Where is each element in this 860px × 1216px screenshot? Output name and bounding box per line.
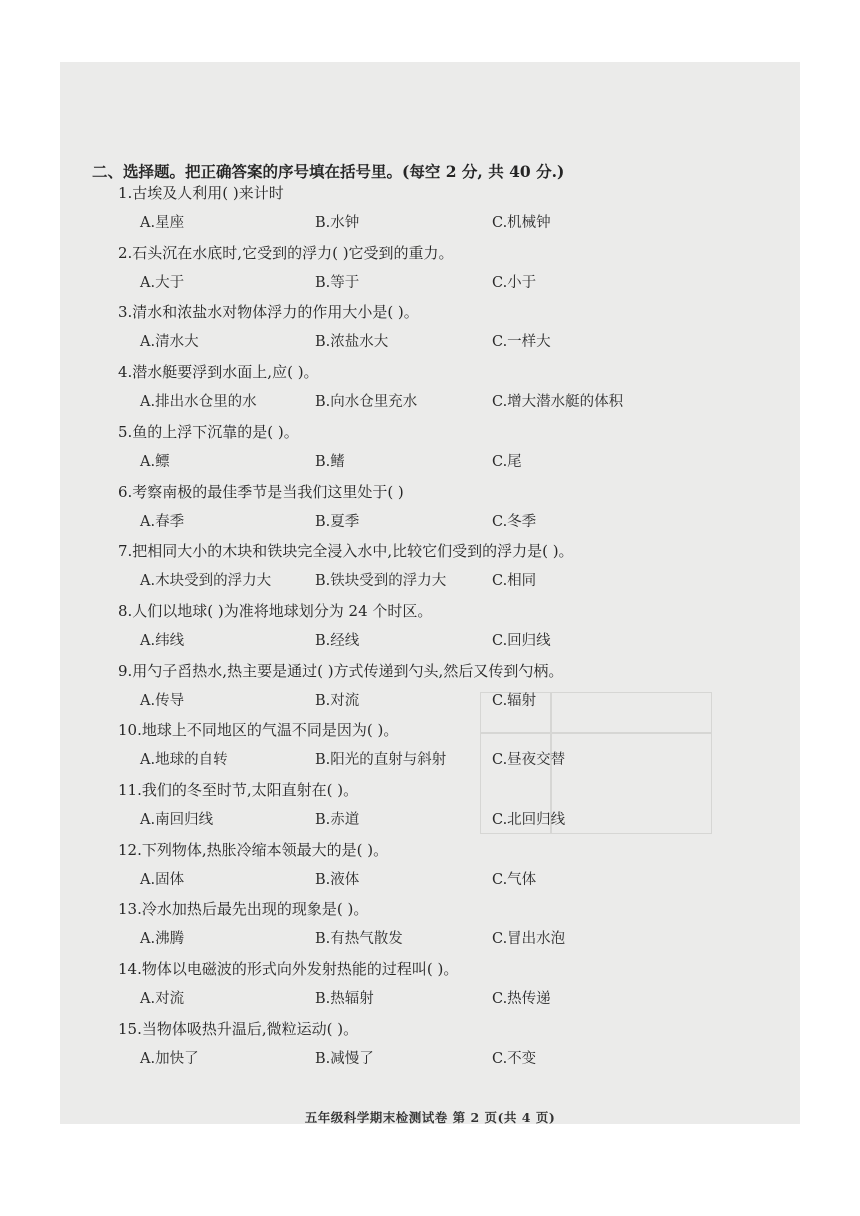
question-option: A.加快了: [140, 1050, 199, 1067]
question-option: C.昼夜交替: [492, 752, 566, 769]
question-option: A.地球的自转: [140, 752, 228, 769]
question-stem: 7.把相同大小的木块和铁块完全浸入水中,比较它们受到的浮力是( )。: [118, 542, 574, 561]
question-option: B.经线: [315, 632, 360, 649]
question-option: A.传导: [140, 692, 185, 709]
question-option: C.不变: [492, 1050, 537, 1067]
question-option: A.星座: [140, 215, 185, 231]
question-stem: 14.物体以电磁波的形式向外发射热能的过程叫( )。: [118, 960, 459, 979]
question-option: C.相同: [492, 573, 537, 590]
question-option: B.有热气散发: [315, 931, 403, 948]
question-option: A.鳔: [140, 453, 170, 470]
question-option: C.尾: [492, 453, 522, 470]
question-option: C.气体: [492, 871, 537, 888]
question-option: A.木块受到的浮力大: [140, 573, 272, 590]
question-option: B.阳光的直射与斜射: [315, 752, 447, 769]
question-option: B.减慢了: [315, 1050, 374, 1067]
question-stem: 1.古埃及人利用( )来计时: [118, 184, 284, 202]
question-option: A.固体: [140, 871, 185, 888]
question-option: B.向水仓里充水: [315, 394, 418, 411]
question-option: C.冬季: [492, 513, 537, 530]
question-option: C.一样大: [492, 334, 551, 351]
question-option: B.对流: [315, 692, 360, 709]
question-stem: 5.鱼的上浮下沉靠的是( )。: [118, 422, 299, 441]
question-option: B.热辐射: [315, 991, 374, 1008]
question-option: A.清水大: [140, 334, 199, 351]
question-option: C.冒出水泡: [492, 931, 566, 948]
question-stem: 9.用勺子舀热水,热主要是通过( )方式传递到勺头,然后又传到勺柄。: [118, 661, 564, 680]
question-option: A.春季: [140, 513, 185, 530]
question-option: B.浓盐水大: [315, 334, 389, 351]
question-option: C.回归线: [492, 632, 551, 649]
question-stem: 11.我们的冬至时节,太阳直射在( )。: [118, 781, 359, 799]
question-option: A.南回归线: [140, 812, 214, 828]
page-footer: 五年级科学期末检测试卷 第 2 页(共 4 页): [304, 1110, 556, 1124]
question-option: A.排出水仓里的水: [140, 394, 257, 411]
bleed-through-table-row: [480, 732, 712, 734]
question-option: C.增大潜水艇的体积: [492, 394, 624, 411]
question-option: A.大于: [140, 274, 185, 291]
question-option: C.北回归线: [492, 812, 566, 828]
question-option: C.小于: [492, 274, 537, 291]
question-stem: 15.当物体吸热升温后,微粒运动( )。: [118, 1019, 359, 1038]
exam-page: [60, 62, 800, 1124]
question-stem: 3.清水和浓盐水对物体浮力的作用大小是( )。: [118, 303, 419, 322]
question-option: C.辐射: [492, 692, 537, 709]
question-option: B.铁块受到的浮力大: [315, 573, 447, 590]
question-stem: 8.人们以地球( )为准将地球划分为 24 个时区。: [118, 601, 433, 620]
question-option: A.对流: [140, 991, 185, 1008]
question-option: C.热传递: [492, 991, 551, 1008]
question-stem: 13.冷水加热后最先出现的现象是( )。: [118, 900, 369, 919]
question-stem: 6.考察南极的最佳季节是当我们这里处于( ): [118, 482, 404, 501]
question-stem: 10.地球上不同地区的气温不同是因为( )。: [118, 721, 399, 740]
question-option: C.机械钟: [492, 215, 551, 231]
question-stem: 4.潜水艇要浮到水面上,应( )。: [118, 363, 319, 382]
question-option: B.夏季: [315, 513, 360, 530]
question-stem: 12.下列物体,热胀冷缩本领最大的是( )。: [118, 840, 389, 859]
question-option: A.纬线: [140, 632, 185, 649]
question-option: A.沸腾: [140, 931, 185, 948]
question-option: B.等于: [315, 274, 360, 291]
question-option: B.鳍: [315, 453, 345, 470]
question-option: B.水钟: [315, 215, 360, 231]
question-stem: 2.石头沉在水底时,它受到的浮力( )它受到的重力。: [118, 243, 454, 262]
question-option: B.液体: [315, 871, 360, 888]
question-option: B.赤道: [315, 812, 360, 828]
section-title: 二、选择题。把正确答案的序号填在括号里。(每空 2 分, 共 40 分.): [92, 162, 565, 181]
